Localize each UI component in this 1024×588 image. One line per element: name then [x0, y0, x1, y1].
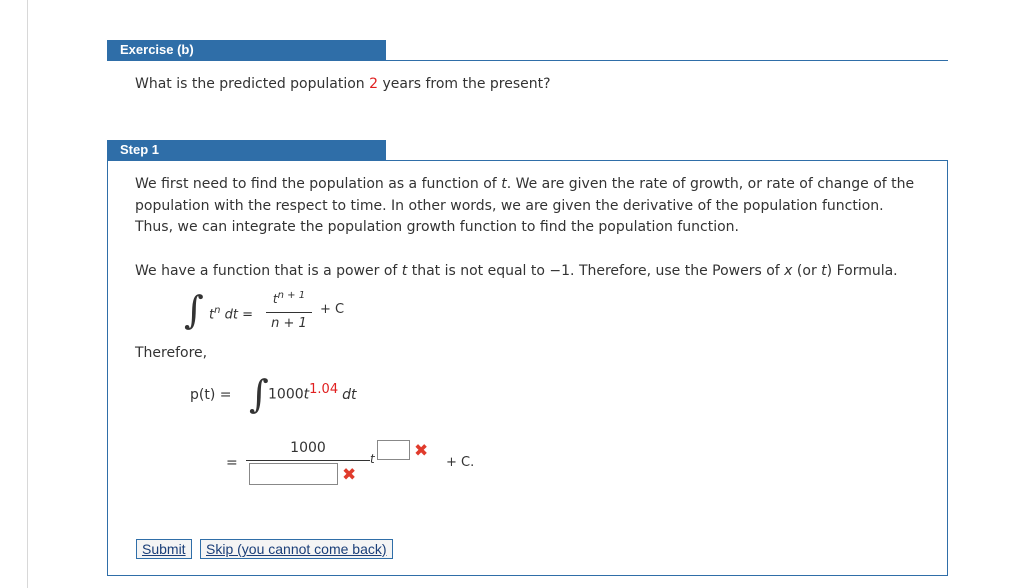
p-of-t-lhs: p(t) =: [190, 387, 232, 403]
answer-plus-c: + C.: [446, 455, 475, 470]
question-text: [135, 76, 551, 92]
integral-sign-2: ∫: [249, 372, 269, 416]
exponent-answer-input[interactable]: [377, 440, 410, 460]
formula-dt: dt =: [220, 307, 253, 323]
integral-sign: ∫: [184, 288, 204, 332]
p2-var: t: [401, 263, 408, 279]
equals-sign: =: [226, 455, 238, 471]
p1-var: t: [501, 176, 507, 192]
integrand-exponent: n: [214, 305, 221, 316]
question-post: years from the present?: [378, 76, 551, 92]
exercise-header: Exercise (b): [107, 40, 386, 60]
formula-denominator: n + 1: [271, 316, 307, 331]
integrand-expression: [268, 382, 356, 403]
integrand-coefficient: 1000: [268, 386, 304, 403]
p2-b: that is not equal to −1. Therefore, use the Powers of: [407, 263, 785, 279]
question-pre: What is the predicted population: [135, 76, 370, 92]
step-paragraph-2: [135, 261, 925, 283]
formula-numerator: [264, 290, 314, 306]
page-left-border: [27, 0, 28, 588]
skip-button[interactable]: Skip (you cannot come back): [200, 539, 393, 559]
formula-plus-c: + C: [320, 302, 345, 317]
formula-integrand: [209, 305, 253, 322]
answer-numerator: 1000: [290, 440, 326, 456]
integrand-base: t: [209, 307, 215, 323]
therefore-text: Therefore,: [135, 345, 208, 361]
formula-fraction-bar: [266, 312, 312, 313]
question-highlight-number: 2: [369, 76, 379, 92]
p1-a: We first need to find the population as a function of: [135, 176, 502, 192]
submit-button[interactable]: Submit: [136, 539, 192, 559]
answer-fraction-bar: [246, 460, 370, 461]
p1-b: . We are given the rate of growth, or rate of change of the population with the respect to time. In other words, we are given the derivative of the population function. Thus, we can integrate the population growth function to find the population function.: [135, 176, 915, 235]
integrand-dt: dt: [342, 386, 357, 403]
exercise-header-rule: [107, 60, 948, 61]
p2-c: (or: [792, 263, 822, 279]
p2-d: ) Formula.: [826, 263, 898, 279]
p2-a: We have a function that is a power of: [135, 263, 402, 279]
answer-variable-t: t: [370, 452, 375, 466]
integrand-variable: t: [303, 386, 310, 403]
denominator-answer-input[interactable]: [249, 463, 338, 485]
step-header: Step 1: [107, 140, 386, 160]
p2-t: t: [821, 263, 827, 279]
step-paragraph-1: [135, 174, 925, 239]
integrand-exponent-red: 1.04: [309, 382, 339, 397]
p2-x: x: [784, 263, 793, 279]
numerator-exponent: n + 1: [277, 290, 306, 301]
denominator-incorrect-icon: ✖: [342, 465, 357, 485]
numerator-base: t: [272, 292, 278, 306]
exponent-incorrect-icon: ✖: [414, 441, 429, 461]
